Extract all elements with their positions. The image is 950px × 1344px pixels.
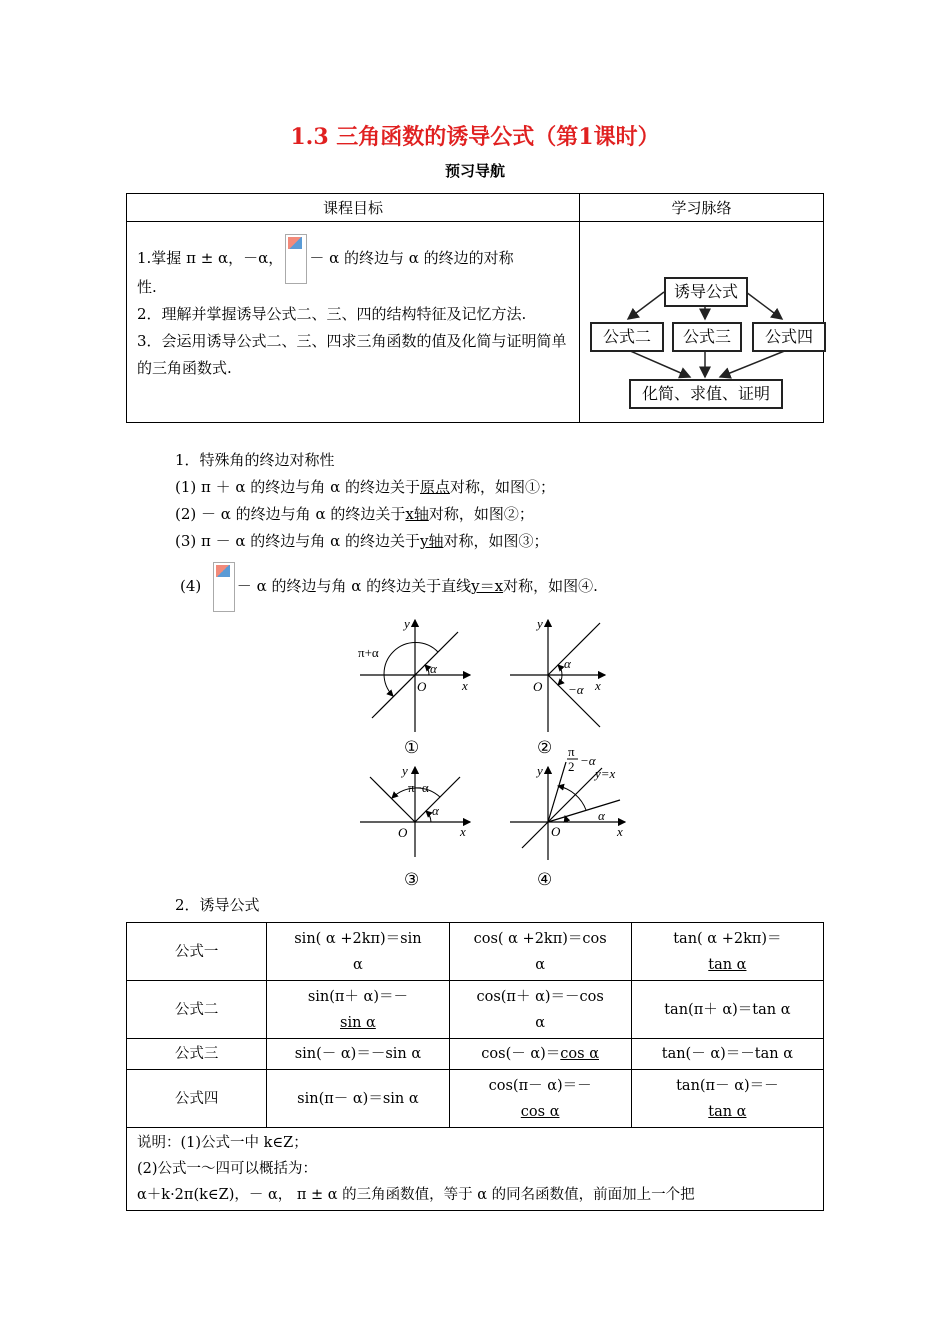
table-row bbox=[127, 1039, 824, 1070]
fig2-x: x bbox=[595, 678, 601, 693]
figure-1 bbox=[358, 616, 470, 757]
formula-name: 公式四 bbox=[127, 1070, 267, 1128]
fig4-two: 2 bbox=[568, 759, 575, 774]
table-row bbox=[127, 923, 824, 981]
fig4-origin: O bbox=[551, 824, 561, 839]
formula-table bbox=[126, 922, 824, 1211]
fig3-pi-minus-alpha: π−α bbox=[408, 780, 429, 795]
fig2-alpha: α bbox=[564, 656, 571, 671]
fig2-origin: O bbox=[533, 679, 543, 694]
fig3-alpha: α bbox=[432, 803, 439, 818]
fig2-y: y bbox=[537, 616, 543, 631]
tan-cell: tan(－ α)＝－tan α bbox=[631, 1039, 823, 1070]
fig4-alpha: α bbox=[598, 808, 605, 823]
cos-cell: cos(π＋ α)＝－cos α bbox=[449, 981, 631, 1039]
broken-image-icon-2 bbox=[213, 562, 235, 612]
fig1-origin: O bbox=[417, 679, 427, 694]
fig3-origin: O bbox=[398, 825, 408, 840]
table-row bbox=[127, 981, 824, 1039]
goal-1: 1.掌握 π ± α，－α， － α 的终边与 α 的终边的对称 bbox=[137, 232, 569, 284]
fig1-x: x bbox=[462, 678, 468, 693]
goal-3: 3．会运用诱导公式二、三、四求三角函数的值及化简与证明简单的三角函数式. bbox=[137, 332, 567, 377]
cos-cell: cos(－ α)＝cos α bbox=[449, 1039, 631, 1070]
note-1: 说明：(1)公式一中 k∈Z； bbox=[137, 1135, 308, 1151]
symmetry-line-4: (4) － α 的终边与角 α 的终边关于直线y＝x对称，如图④. bbox=[180, 562, 598, 612]
tan-cell: tan(π－ α)＝－ tan α bbox=[631, 1070, 823, 1128]
figure-4 bbox=[510, 744, 625, 889]
fig2-neg-alpha: −α bbox=[568, 682, 584, 697]
broken-image-icon bbox=[285, 234, 307, 284]
flow-induction-formula: 诱导公式 bbox=[664, 277, 748, 307]
flow-formula-3: 公式三 bbox=[672, 322, 742, 352]
formula-name: 公式一 bbox=[127, 923, 267, 981]
flow-apply: 化简、求值、证明 bbox=[629, 379, 783, 409]
fig4-minus-alpha: −α bbox=[580, 753, 596, 768]
goal-2: 2．理解并掌握诱导公式二、三、四的结构特征及记忆方法. bbox=[137, 305, 527, 323]
symmetry-line-2: (2) － α 的终边与角 α 的终边关于x轴对称，如图②； bbox=[175, 505, 534, 523]
note-cell bbox=[127, 1128, 824, 1211]
sin-cell: sin(π＋ α)＝－ sin α bbox=[267, 981, 449, 1039]
note-2: (2)公式一～四可以概括为： bbox=[137, 1161, 318, 1177]
flow-formula-4: 公式四 bbox=[752, 322, 826, 352]
page-title: 1.3 三角函数的诱导公式（第1课时） bbox=[290, 124, 660, 150]
flow-diagram bbox=[580, 222, 823, 422]
overview-table bbox=[126, 193, 824, 423]
sin-cell: sin(π－ α)＝sin α bbox=[267, 1070, 449, 1128]
fig1-pi-plus-alpha: π+α bbox=[358, 645, 379, 660]
formula-name: 公式三 bbox=[127, 1039, 267, 1070]
tan-cell: tan( α +2kπ)＝ tan α bbox=[631, 923, 823, 981]
flow-formula-2: 公式二 bbox=[590, 322, 664, 352]
table-row bbox=[127, 1128, 824, 1211]
fig4-pi: π bbox=[568, 744, 575, 759]
header-context: 学习脉络 bbox=[580, 194, 824, 222]
header-goals: 课程目标 bbox=[127, 194, 580, 222]
symmetry-line-1: (1) π ＋ α 的终边与角 α 的终边关于原点对称，如图①； bbox=[175, 478, 556, 496]
fig3-y: y bbox=[402, 763, 408, 778]
formula-name: 公式二 bbox=[127, 981, 267, 1039]
section1-heading: 1．特殊角的终边对称性 bbox=[175, 451, 335, 469]
fig1-alpha: α bbox=[430, 661, 437, 676]
goals-cell bbox=[127, 222, 580, 423]
fig4-number: ④ bbox=[537, 870, 553, 889]
fig1-number: ① bbox=[404, 738, 420, 757]
figure-2 bbox=[510, 616, 605, 757]
section2-heading: 2．诱导公式 bbox=[175, 896, 260, 914]
cos-cell: cos( α +2kπ)＝cos α bbox=[449, 923, 631, 981]
fig3-number: ③ bbox=[404, 870, 420, 889]
fig2-number: ② bbox=[537, 738, 553, 757]
sin-cell: sin( α +2kπ)＝sin α bbox=[267, 923, 449, 981]
symmetry-line-3: (3) π － α 的终边与角 α 的终边关于y轴对称，如图③； bbox=[175, 532, 549, 550]
fig4-line-label: y=x bbox=[595, 766, 616, 781]
tan-cell: tan(π＋ α)＝tan α bbox=[631, 981, 823, 1039]
sin-cell: sin(－ α)＝－sin α bbox=[267, 1039, 449, 1070]
note-3: α＋k·2π(k∈Z)，－ α， π ± α 的三角函数值，等于 α 的同名函数值，前面加上一个把 bbox=[137, 1187, 695, 1203]
fig1-y: y bbox=[404, 616, 410, 631]
flow-cell bbox=[580, 222, 824, 423]
cos-cell: cos(π－ α)＝－ cos α bbox=[449, 1070, 631, 1128]
goal-1-end: 性. bbox=[137, 278, 157, 296]
table-row bbox=[127, 1070, 824, 1128]
page-subtitle: 预习导航 bbox=[444, 162, 505, 180]
fig4-y: y bbox=[537, 763, 543, 778]
figure-3 bbox=[360, 763, 470, 889]
symmetry-figures bbox=[340, 612, 640, 892]
fig4-x: x bbox=[617, 824, 623, 839]
fig3-x: x bbox=[460, 824, 466, 839]
